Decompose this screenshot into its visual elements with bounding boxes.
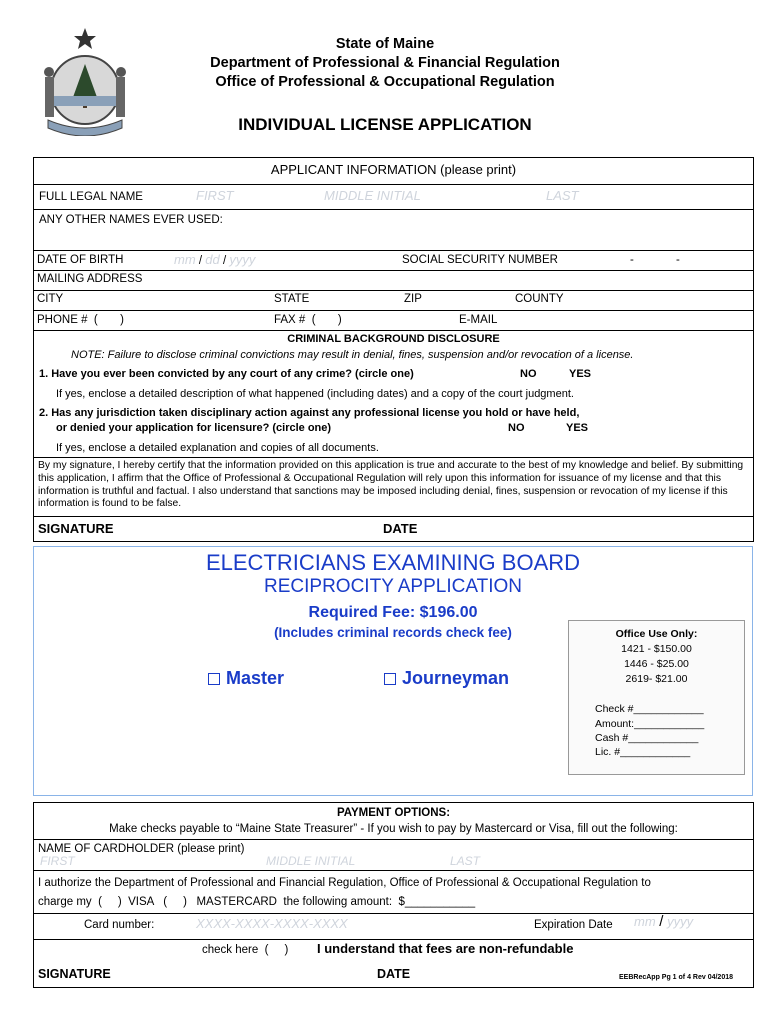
applicant-section-title: APPLICANT INFORMATION (please print) — [270, 162, 517, 177]
dob-month: mm — [174, 252, 196, 267]
q1-yes-option[interactable]: YES — [569, 368, 592, 380]
dob-label: DATE OF BIRTH — [37, 254, 124, 266]
expiration-field[interactable] — [634, 915, 693, 928]
state-of-maine-seal — [40, 24, 130, 136]
question-1: 1. Have you ever been convicted by any court of any crime? (circle one) — [39, 368, 414, 380]
email-label: E-MAIL — [459, 314, 498, 326]
card-number-label: Card number: — [84, 919, 155, 931]
fax-label: FAX # ( ) — [274, 314, 342, 326]
office-fee-1: 1421 - $150.00 — [621, 643, 692, 655]
mailing-address-label: MAILING ADDRESS — [37, 273, 143, 285]
exp-slash: / — [659, 913, 664, 930]
ssn-dash-2: - — [676, 254, 680, 266]
office-cash-field: Cash #____________ — [595, 732, 699, 744]
other-names-label: ANY OTHER NAMES EVER USED: — [39, 214, 223, 226]
office-amount-field: Amount:____________ — [595, 718, 705, 730]
payment-instructions: Make checks payable to “Maine State Treasurer” - If you wish to pay by Mastercard or Visa, fill out the following: — [109, 823, 678, 835]
last-name-field[interactable]: LAST — [546, 188, 579, 203]
cardholder-middle-field[interactable]: MIDDLE INITIAL — [266, 854, 356, 868]
middle-initial-field[interactable]: MIDDLE INITIAL — [324, 188, 421, 203]
cardholder-last-field[interactable]: LAST — [450, 854, 481, 868]
expiration-label: Expiration Date — [534, 919, 613, 931]
office-lic-field: Lic. #____________ — [595, 746, 691, 758]
office-title: Office of Professional & Occupational Regulation — [215, 74, 555, 90]
department-title: Department of Professional & Financial Regulation — [210, 55, 560, 71]
payment-signature-label: SIGNATURE — [38, 967, 111, 981]
board-section — [33, 546, 753, 796]
phone-label: PHONE # ( ) — [37, 314, 124, 326]
ssn-label: SOCIAL SECURITY NUMBER — [402, 254, 558, 266]
exp-month: mm — [634, 914, 656, 929]
certification-text: By my signature, I hereby certify that the information provided on this application is true and accurate to the best of my knowledge and belief. By submitting this application, I affirm that the Office of Professional & Occupational Regulation will rely upon this information for issuance of my license and that this information is truthful and factual. I also understand that sanctions may be imposed including denial, fines, suspension or revocation of my license if this information is found to be false. — [38, 460, 744, 510]
authorize-text-line2: charge my ( ) VISA ( ) MASTERCARD the following amount: $___________ — [38, 896, 476, 908]
zip-label: ZIP — [404, 293, 422, 305]
master-label: Master — [226, 668, 285, 688]
office-use-box — [568, 620, 745, 775]
dob-field[interactable] — [174, 253, 255, 268]
first-name-field[interactable]: FIRST — [196, 188, 234, 203]
payment-title: PAYMENT OPTIONS: — [336, 807, 451, 819]
payment-date-label: DATE — [377, 967, 411, 981]
applicant-date-label: DATE — [383, 521, 418, 536]
q1-no-option[interactable]: NO — [520, 368, 537, 380]
applicant-section — [33, 157, 754, 542]
authorize-text-line1: I authorize the Department of Professional and Financial Regulation, Office of Professional & Occupational Regulation to — [38, 877, 651, 889]
full-name-label: FULL LEGAL NAME — [39, 191, 143, 203]
required-fee: Required Fee: $196.00 — [308, 604, 478, 621]
journeyman-checkbox[interactable] — [384, 673, 396, 685]
office-fee-2: 1446 - $25.00 — [624, 658, 689, 670]
office-use-title: Office Use Only: — [615, 628, 698, 640]
dob-day: dd — [205, 252, 220, 267]
card-number-field[interactable]: XXXX-XXXX-XXXX-XXXX — [196, 916, 348, 931]
dob-slash-2: / — [222, 255, 227, 267]
board-subtitle: RECIPROCITY APPLICATION — [264, 576, 522, 597]
footer-code: EEBRecApp Pg 1 of 4 Rev 04/2018 — [619, 974, 733, 981]
q2-yes-option[interactable]: YES — [566, 422, 589, 434]
payment-section — [33, 802, 754, 988]
county-label: COUNTY — [515, 293, 564, 305]
question-2-line1: 2. Has any jurisdiction taken disciplinary action against any professional license you hold or have held, — [39, 407, 580, 419]
exp-year: yyyy — [667, 914, 694, 929]
cardholder-label: NAME OF CARDHOLDER (please print) — [38, 843, 245, 855]
state-label: STATE — [274, 293, 310, 305]
other-names-field[interactable] — [284, 214, 744, 244]
q2-no-option[interactable]: NO — [508, 422, 525, 434]
dob-year: yyyy — [229, 252, 256, 267]
question-2-line2: or denied your application for licensure? (circle one) — [56, 422, 332, 434]
dob-slash-1: / — [198, 255, 203, 267]
q2-followup: If yes, enclose a detailed explanation and copies of all documents. — [56, 442, 379, 454]
master-checkbox-option[interactable] — [208, 667, 284, 689]
office-fee-3: 2619- $21.00 — [625, 673, 688, 685]
board-title: ELECTRICIANS EXAMINING BOARD — [205, 550, 581, 575]
city-label: CITY — [37, 293, 64, 305]
fee-note: (Includes criminal records check fee) — [274, 625, 512, 640]
cardholder-first-field[interactable]: FIRST — [40, 854, 75, 868]
master-checkbox[interactable] — [208, 673, 220, 685]
criminal-note: NOTE: Failure to disclose criminal convictions may result in denial, fines, suspension and/or revocation of a license. — [71, 349, 634, 361]
header-block — [140, 35, 630, 92]
nonrefundable-statement: I understand that fees are non-refundable — [317, 941, 574, 956]
ssn-dash-1: - — [630, 254, 634, 266]
check-here-option[interactable]: check here ( ) — [202, 944, 289, 956]
journeyman-label: Journeyman — [402, 668, 510, 688]
office-check-field: Check #____________ — [595, 703, 704, 715]
criminal-section-title: CRIMINAL BACKGROUND DISCLOSURE — [287, 333, 500, 345]
state-title: State of Maine — [335, 36, 435, 52]
applicant-signature-label: SIGNATURE — [38, 521, 114, 536]
journeyman-checkbox-option[interactable] — [384, 667, 509, 689]
q1-followup: If yes, enclose a detailed description of what happened (including dates) and a copy of the court judgment. — [56, 388, 574, 400]
form-title: INDIVIDUAL LICENSE APPLICATION — [238, 115, 532, 134]
